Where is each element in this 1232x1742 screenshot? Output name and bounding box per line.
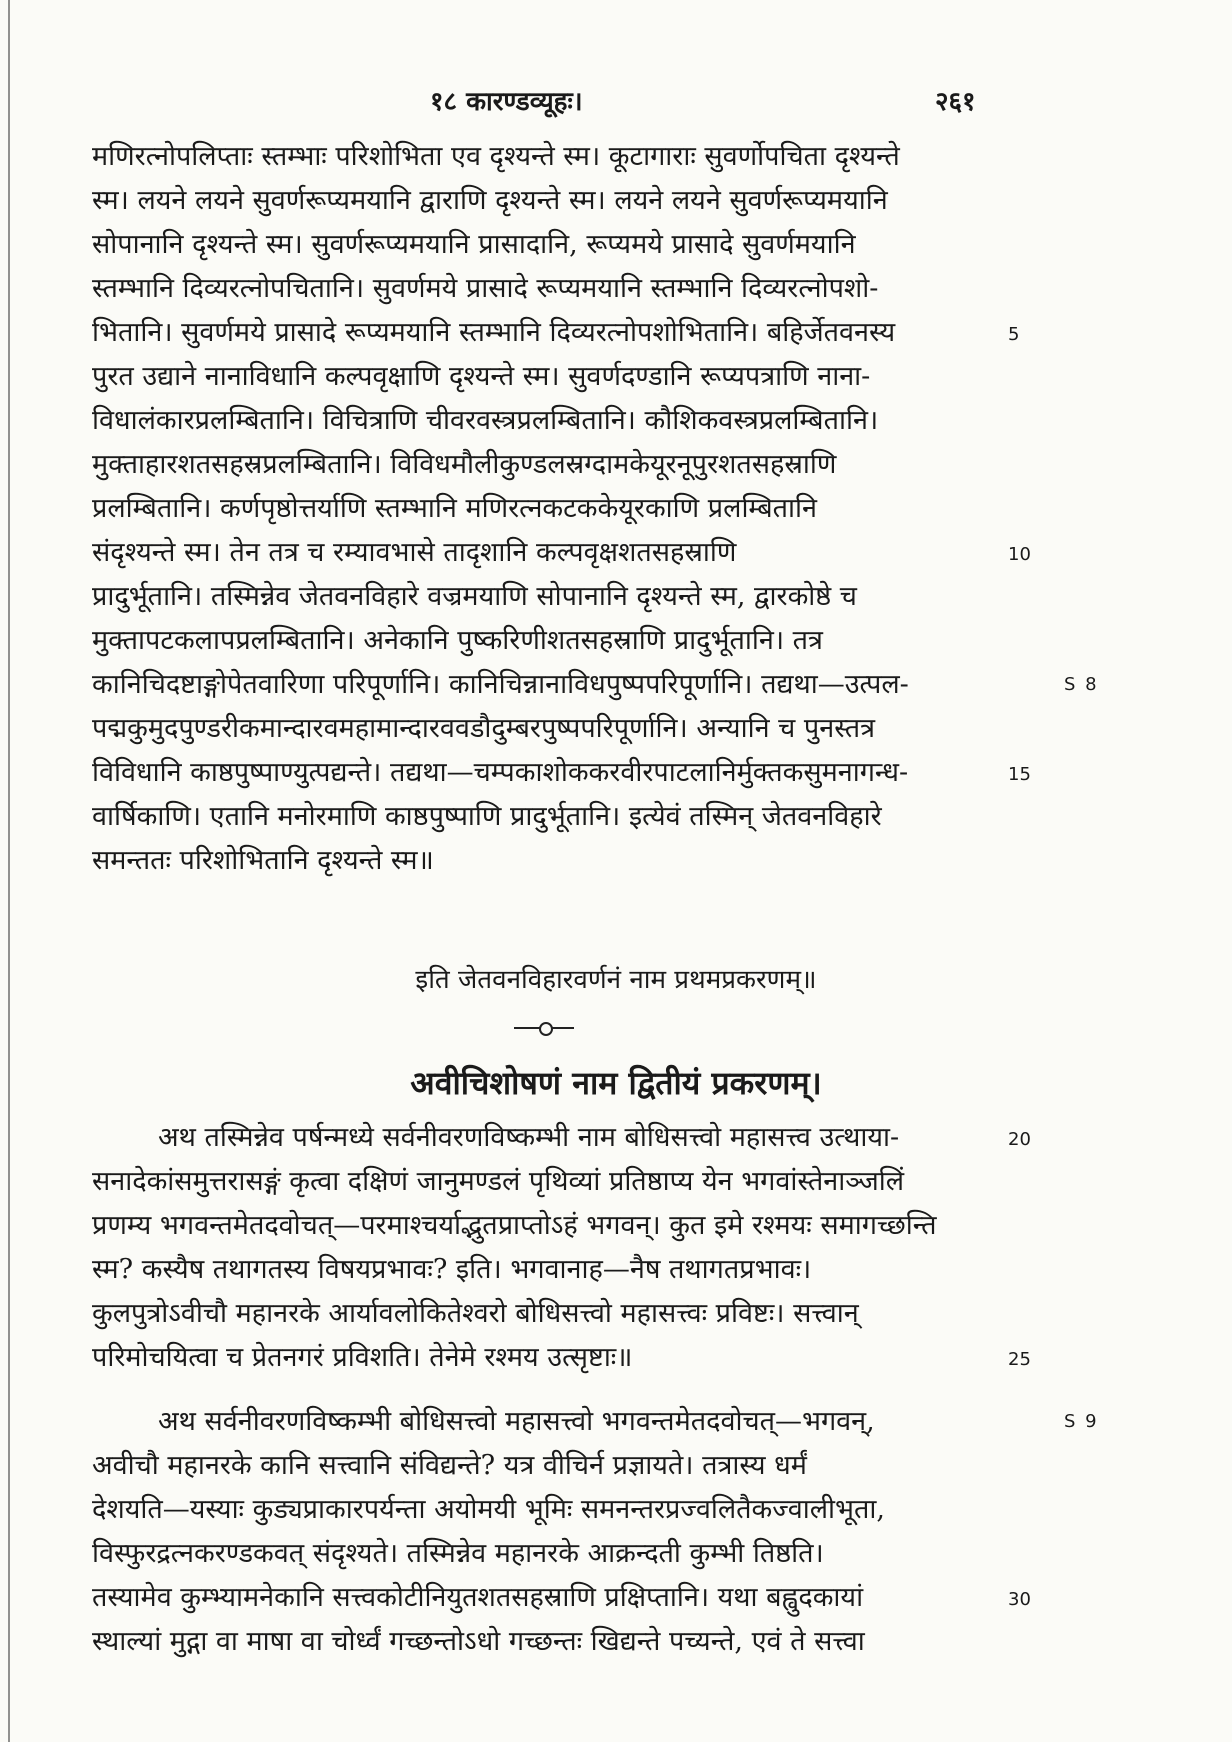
running-title: १८ कारण्डव्यूहः। [430,87,583,117]
text-line: विस्फुरद्रत्नकरण्डकवत् संदृश्यते। तस्मिन्नेव महानरके आक्रन्दती कुम्भी तिष्ठति। [92,1538,824,1569]
text-line: अथ सर्वनीवरणविष्कम्भी बोधिसत्त्वो महासत्त्वो भगवन्तमेतदवोचत्—भगवन्, [158,1406,875,1437]
line-number: 10 [1008,544,1031,565]
text-line: स्थाल्यां मुद्गा वा माषा वा चोर्ध्वं गच्छन्तोऽधो गच्छन्तः खिद्यन्ते पच्यन्ते, एवं ते सत्त्वा [92,1626,865,1657]
line-number: 5 [1008,324,1020,345]
text-line: मणिरत्नोपलिप्ताः स्तम्भाः परिशोभिता एव दृश्यन्ते स्म। कूटागाराः सुवर्णोपचिता दृश्यन्ते [92,141,900,172]
text-line: देशयति—यस्याः कुड्यप्राकारपर्यन्ता अयोमयी भूमिः समनन्तरप्रज्वलितैकज्वालीभूता, [92,1494,885,1525]
text-line: कानिचिदष्टाङ्गोपेतवारिणा परिपूर्णानि। कानिचिन्नानाविधपुष्पपरिपूर्णानि। तद्यथा—उत्पल- [92,669,909,700]
chapter-title: अवीचिशोषणं नाम द्वितीयं प्रकरणम्। [410,1064,822,1102]
text-line: मुक्तापटकलापप्रलम्बितानि। अनेकानि पुष्करिणीशतसहस्राणि प्रादुर्भूतानि। तत्र [92,625,823,656]
text-line: प्रलम्बितानि। कर्णपृष्ठोत्तर्याणि स्तम्भानि मणिरत्नकटककेयूरकाणि प्रलम्बितानि [92,493,817,524]
text-line: मुक्ताहारशतसहस्रप्रलम्बितानि। विविधमौलीकुण्डलस्रग्दामकेयूरनूपुरशतसहस्राणि [92,449,837,480]
text-line: सनादेकांसमुत्तरासङ्गं कृत्वा दक्षिणं जानुमण्डलं पृथिव्यां प्रतिष्ठाप्य येन भगवांस्तेनाञ्जलिं [92,1166,905,1197]
line-number: 25 [1008,1349,1031,1370]
text-line: पद्मकुमुदपुण्डरीकमान्दारवमहामान्दारववडौदुम्बरपुष्पपरिपूर्णानि। अन्यानि च पुनस्तत्र [92,713,875,744]
divider-ornament [539,1022,553,1036]
text-line: स्तम्भानि दिव्यरत्नोपचितानि। सुवर्णमये प्रासादे रूप्यमयानि स्तम्भानि दिव्यरत्नोपशो- [92,273,879,304]
text-line: अथ तस्मिन्नेव पर्षन्मध्ये सर्वनीवरणविष्कम्भी नाम बोधिसत्त्वो महासत्त्व उत्थाया- [158,1122,900,1153]
line-number: 15 [1008,764,1031,785]
line-number: 20 [1008,1129,1031,1150]
text-line: प्रादुर्भूतानि। तस्मिन्नेव जेतवनविहारे वज्रमयाणि सोपानानि दृश्यन्ते स्म, द्वारकोष्ठे च [92,581,857,612]
text-line: संदृश्यन्ते स्म। तेन तत्र च रम्यावभासे तादृशानि कल्पवृक्षशतसहस्राणि [92,537,737,568]
text-line: विधालंकारप्रलम्बितानि। विचित्राणि चीवरवस्त्रप्रलम्बितानि। कौशिकवस्त्रप्रलम्बितानि। [92,405,879,436]
margin-section-note: S 8 [1064,674,1099,695]
text-line: विविधानि काष्ठपुष्पाण्युत्पद्यन्ते। तद्यथा—चम्पकाशोककरवीरपाटलानिर्मुक्तकसुमनागन्ध- [92,757,909,788]
chapter-colophon: इति जेतवनविहारवर्णनं नाम प्रथमप्रकरणम्॥ [415,965,817,995]
text-line: परिमोचयित्वा च प्रेतनगरं प्रविशति। तेनेमे रश्मय उत्सृष्टाः॥ [92,1342,633,1373]
page-edge-rule [8,0,10,1742]
text-line: वार्षिकाणि। एतानि मनोरमाणि काष्ठपुष्पाणि प्रादुर्भूतानि। इत्येवं तस्मिन् जेतवनविहारे [92,801,882,832]
text-line: कुलपुत्रोऽवीचौ महानरके आर्यावलोकितेश्वरो बोधिसत्त्वो महासत्त्वः प्रविष्टः। सत्त्वान् [92,1298,859,1329]
text-line: समन्ततः परिशोभितानि दृश्यन्ते स्म॥ [92,845,434,876]
page-number: २६१ [935,87,976,117]
text-line: पुरत उद्याने नानाविधानि कल्पवृक्षाणि दृश्यन्ते स्म। सुवर्णदण्डानि रूप्यपत्राणि नाना- [92,361,871,392]
text-line: सोपानानि दृश्यन्ते स्म। सुवर्णरूप्यमयानि प्रासादानि, रूप्यमये प्रासादे सुवर्णमयानि [92,229,856,260]
text-line: स्म। लयने लयने सुवर्णरूप्यमयानि द्वाराणि दृश्यन्ते स्म। लयने लयने सुवर्णरूप्यमयानि [92,185,888,216]
page-header [0,82,1232,122]
text-line: प्रणम्य भगवन्तमेतदवोचत्—परमाश्चर्याद्भुतप्राप्तोऽहं भगवन्। कुत इमे रश्मयः समागच्छन्ति [92,1210,937,1241]
text-line: अवीचौ महानरके कानि सत्त्वानि संविद्यन्ते? यत्र वीचिर्न प्रज्ञायते। तत्रास्य धर्मं [92,1450,807,1481]
margin-section-note: S 9 [1064,1411,1099,1432]
text-line: स्म? कस्यैष तथागतस्य विषयप्रभावः? इति। भगवानाह—नैष तथागतप्रभावः। [92,1254,812,1285]
text-line: तस्यामेव कुम्भ्यामनेकानि सत्त्वकोटीनियुतशतसहस्राणि प्रक्षिप्तानि। यथा बह्वुदकायां [92,1582,864,1613]
text-line: भितानि। सुवर्णमये प्रासादे रूप्यमयानि स्तम्भानि दिव्यरत्नोपशोभितानि। बहिर्जेतवनस्य [92,317,896,348]
line-number: 30 [1008,1589,1031,1610]
